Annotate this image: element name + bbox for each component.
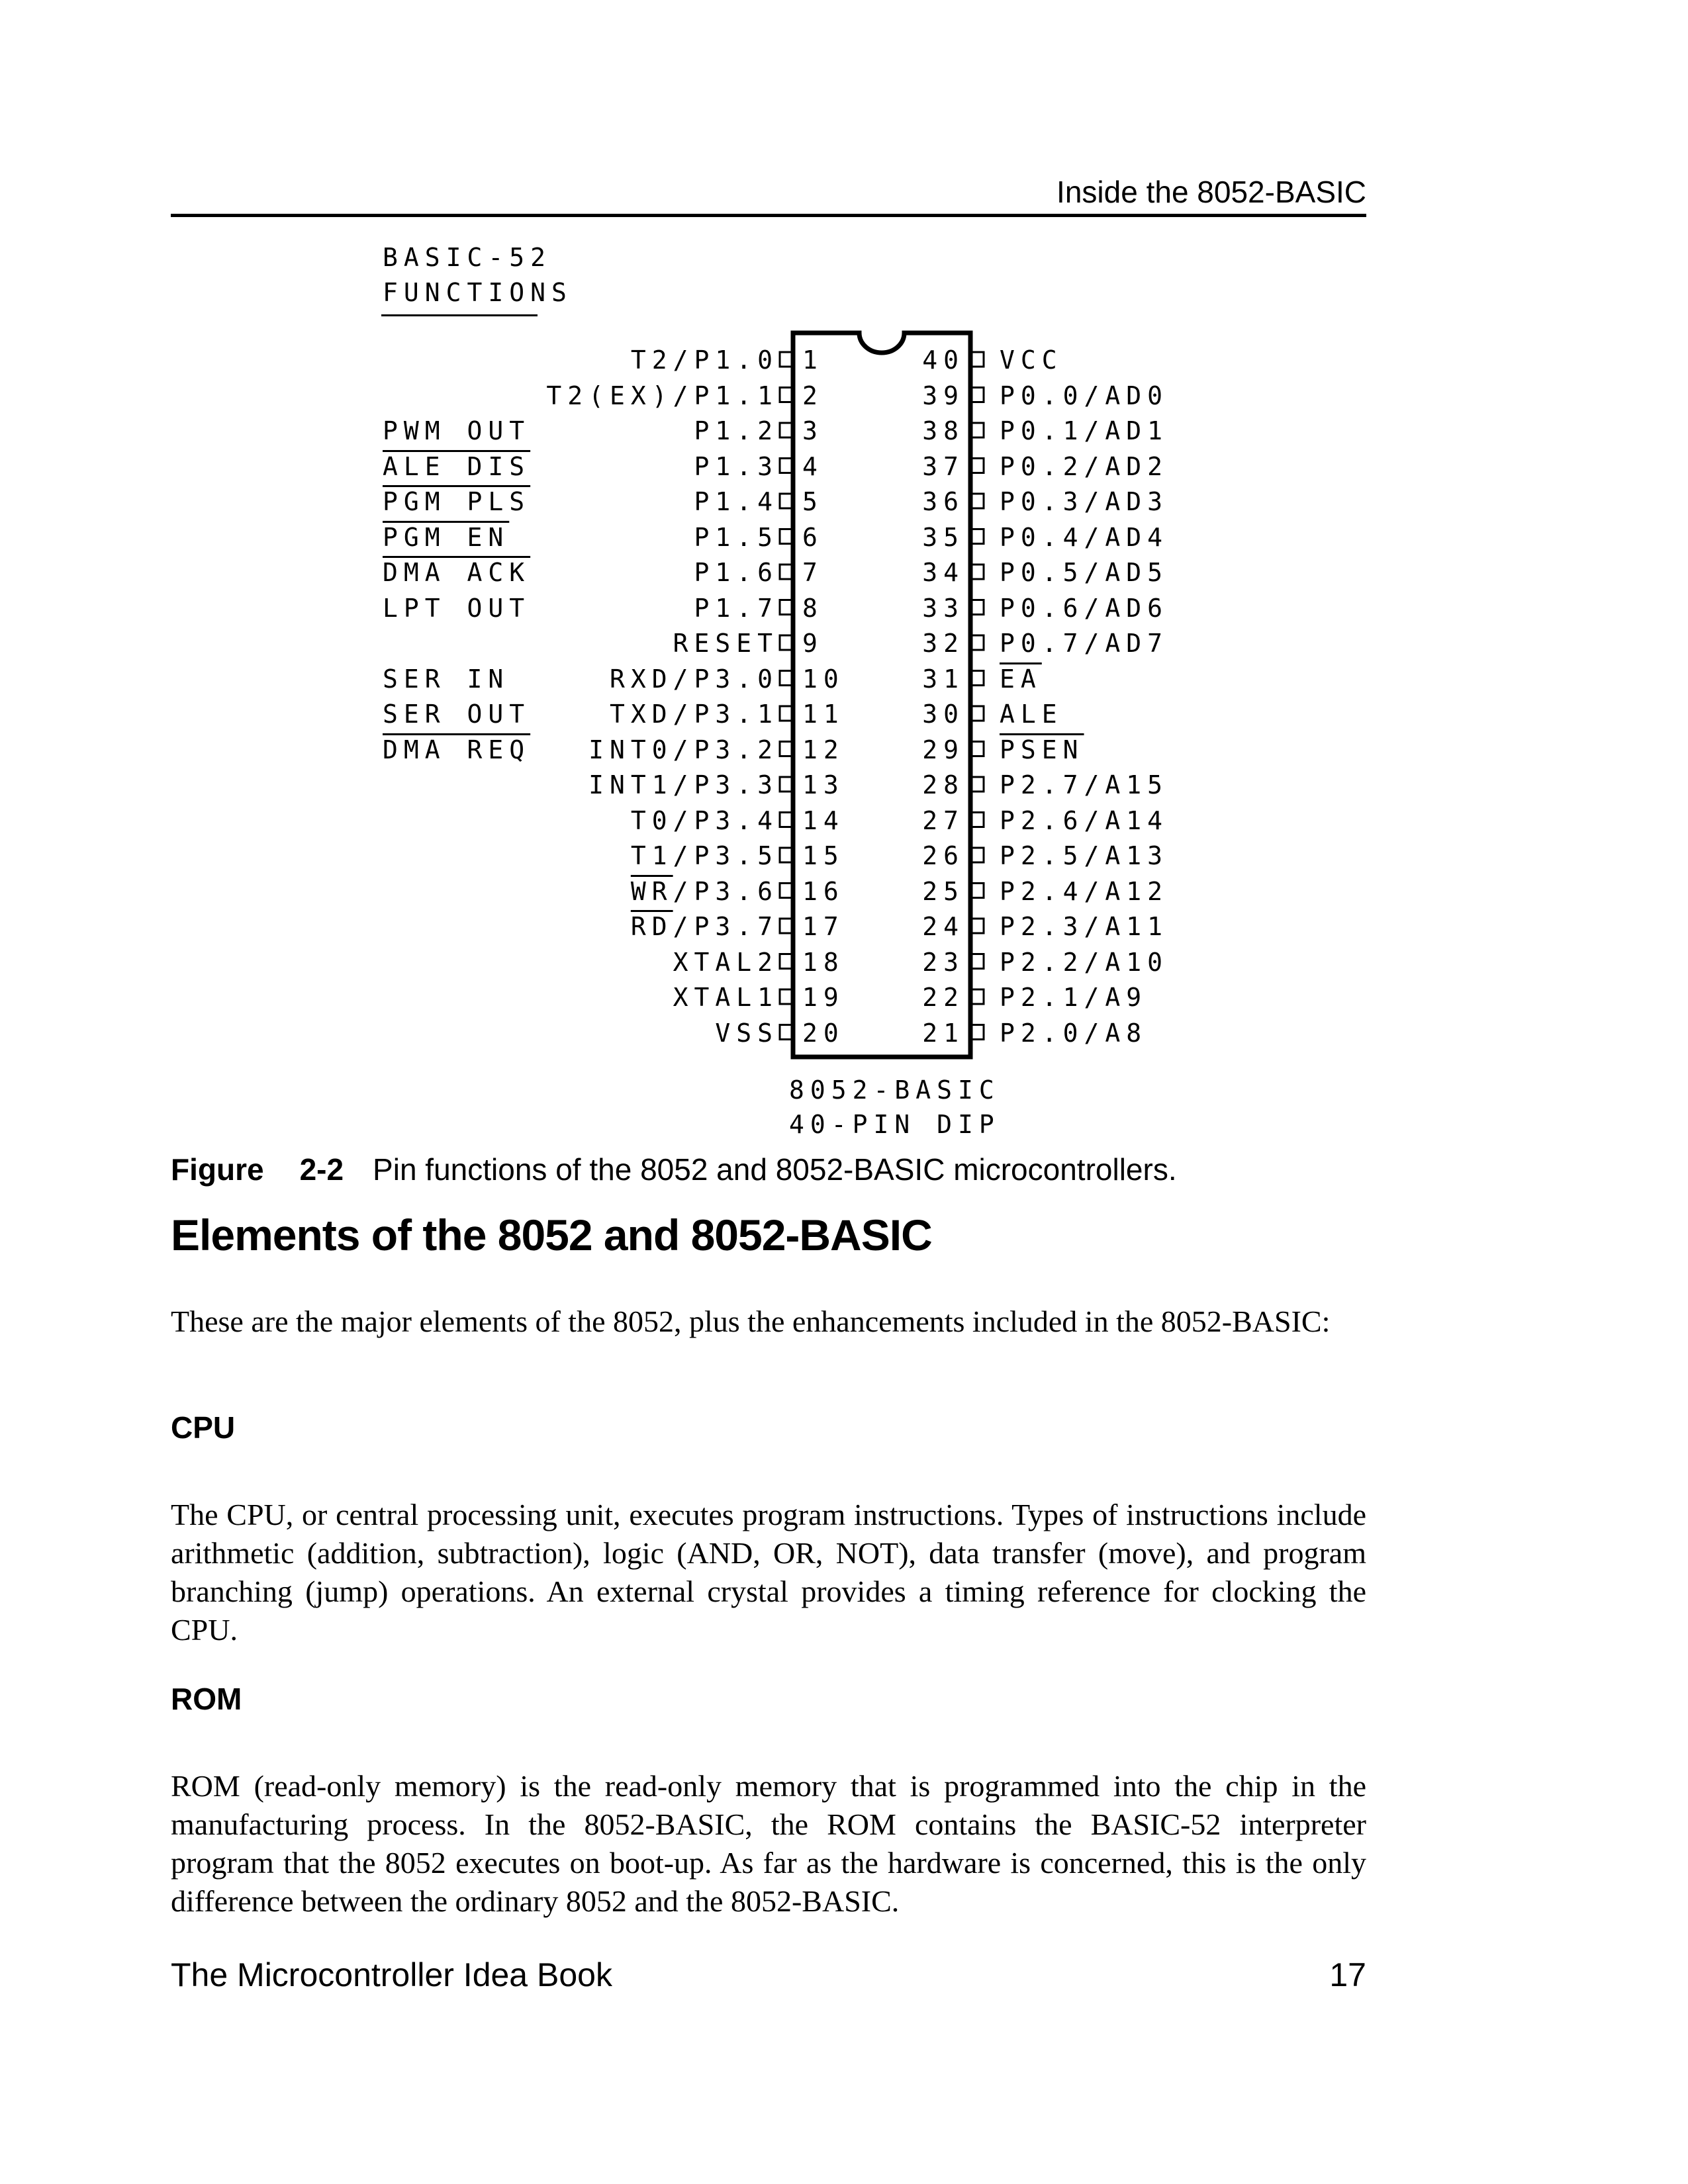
pin-name-11: TXD/P3.1: [609, 700, 778, 729]
function-label-pin-10: SER IN: [383, 664, 510, 694]
pin-number-39: 39: [922, 381, 964, 410]
pin-name-2: T2(EX)/P1.1: [546, 381, 778, 410]
pin-name-15: T1/P3.5: [630, 841, 778, 870]
pin-name-prefix: $\overline{RD}$: [630, 912, 673, 941]
footer-book-title: The Microcontroller Idea Book: [171, 1956, 612, 1993]
pin-name-34: P0.5/AD5: [1000, 558, 1169, 587]
functions-header-underline: [381, 314, 538, 316]
pin-name-13: INT1/P3.3: [588, 770, 778, 799]
function-label-pin-8: LPT OUT: [383, 593, 531, 623]
footer-page-number: 17: [1329, 1956, 1366, 1993]
pin-name-20: VSS: [715, 1018, 778, 1048]
pin-name-9: RESET: [673, 629, 778, 658]
pin-name-5: P1.4: [694, 487, 778, 516]
pin-number-24: 24: [922, 912, 964, 941]
pin-name-14: T0/P3.4: [630, 805, 778, 835]
rom-paragraph: ROM (read-only memory) is the read-only memory that is programmed into the chip in the manufacturing process. In the 8052-BASIC, the ROM contains the BASIC-52 interpreter program that the 8052 executes on boot-up. As far as the hardware is concerned, this is the only difference between the ordinary 8052 and the 8052-BASIC.: [171, 1769, 1366, 1918]
function-label-pin-5: PGM PLS: [383, 487, 531, 516]
pin-number-36: 36: [922, 487, 964, 516]
pin-name-10: RXD/P3.0: [609, 664, 778, 694]
pin-name-27: P2.6/A14: [1000, 805, 1169, 835]
intro-paragraph: These are the major elements of the 8052, plus the enhancements included in the 8052-BASIC:: [171, 1304, 1331, 1338]
pin-number-33: 33: [922, 593, 964, 623]
pin-name-17: [381, 914, 778, 939]
pin-number-7: 7: [802, 558, 823, 587]
pin-number-14: 14: [802, 805, 845, 835]
figure-caption: [171, 1152, 1177, 1187]
pin-name-35: P0.4/AD4: [1000, 522, 1169, 552]
pin-name-1: T2/P1.0: [630, 345, 778, 375]
pin-number-38: 38: [922, 416, 964, 445]
pin-name-18: XTAL2: [673, 947, 778, 977]
pin-number-9: 9: [802, 629, 823, 658]
pin-name-36: P0.3/AD3: [1000, 487, 1169, 516]
pin-number-1: 1: [802, 345, 823, 375]
pin-name-28: P2.7/A15: [1000, 770, 1169, 799]
pin-number-22: 22: [922, 983, 964, 1012]
pin-number-18: 18: [802, 947, 845, 977]
pin-name-21: P2.0/A8: [1000, 1018, 1148, 1048]
functions-header-line2: FUNCTIONS: [383, 278, 573, 307]
pin-number-12: 12: [802, 735, 845, 764]
figure-word: Figure: [171, 1152, 264, 1187]
function-label-pin-3: PWM OUT: [383, 416, 531, 445]
pin-name-8: P1.7: [694, 593, 778, 623]
pin-number-37: 37: [922, 451, 964, 481]
figure-number: 2-2: [299, 1152, 344, 1187]
pin-number-32: 32: [922, 629, 964, 658]
pin-name-31: $\overline{EA}$: [1000, 664, 1042, 694]
section-title: Elements of the 8052 and 8052-BASIC: [171, 1210, 932, 1259]
pin-name-29: PSEN: [1000, 735, 1084, 764]
pin-number-27: 27: [922, 805, 964, 835]
pin-number-26: 26: [922, 841, 964, 870]
cpu-paragraph: The CPU, or central processing unit, executes program instructions. Types of instructions include arithmetic (addition, subtraction), logic (AND, OR, NOT), data transfer (move), and program branching (jump) operations. An external crystal provides a timing reference for clocking the CPU.: [171, 1498, 1366, 1647]
pin-number-21: 21: [922, 1018, 964, 1048]
pin-name-4: P1.3: [694, 451, 778, 481]
pin-name-33: P0.6/AD6: [1000, 593, 1169, 623]
pin-number-29: 29: [922, 735, 964, 764]
pin-number-15: 15: [802, 841, 845, 870]
pin-name-19: XTAL1: [673, 983, 778, 1012]
pin-number-40: 40: [922, 345, 964, 375]
pin-name-prefix: $\overline{WR}$: [630, 876, 673, 906]
pin-name-7: P1.6: [694, 558, 778, 587]
pin-name-12: INT0/P3.2: [588, 735, 778, 764]
function-label-pin-7: DMA ACK: [383, 558, 531, 587]
pin-number-13: 13: [802, 770, 845, 799]
pin-number-19: 19: [802, 983, 845, 1012]
pin-number-2: 2: [802, 381, 823, 410]
caption-text: Pin functions of the 8052 and 8052-BASIC microcontrollers.: [373, 1152, 1177, 1187]
pin-name-rest: /P3.6: [673, 876, 778, 906]
header-title: Inside the 8052-BASIC: [1056, 175, 1366, 209]
pin-number-11: 11: [802, 700, 845, 729]
cpu-heading: CPU: [171, 1410, 236, 1445]
pin-name-39: P0.0/AD0: [1000, 381, 1169, 410]
pin-number-30: 30: [922, 700, 964, 729]
pin-name-rest: /P3.7: [673, 912, 778, 941]
pin-name-24: P2.3/A11: [1000, 912, 1169, 941]
pin-number-35: 35: [922, 522, 964, 552]
function-label-pin-11: SER OUT: [383, 700, 531, 729]
pin-number-20: 20: [802, 1018, 845, 1048]
pin-name-30: ALE: [1000, 700, 1063, 729]
pin-number-6: 6: [802, 522, 823, 552]
pin-name-16: [381, 876, 778, 906]
rom-heading: ROM: [171, 1682, 242, 1716]
pin-number-23: 23: [922, 947, 964, 977]
pin-number-10: 10: [802, 664, 845, 694]
pin-name-25: P2.4/A12: [1000, 876, 1169, 906]
pin-name-26: P2.5/A13: [1000, 841, 1169, 870]
pin-name-23: P2.2/A10: [1000, 947, 1169, 977]
pin-number-31: 31: [922, 664, 964, 694]
pin-name-40: VCC: [1000, 345, 1063, 375]
function-label-pin-12: DMA REQ: [383, 735, 531, 764]
pin-number-16: 16: [802, 876, 845, 906]
function-label-pin-4: ALE DIS: [383, 451, 531, 481]
pin-number-4: 4: [802, 451, 823, 481]
chip-label-line1: 8052-BASIC: [789, 1075, 1000, 1105]
functions-header-line1: BASIC-52: [383, 243, 552, 272]
pin-name-3: P1.2: [694, 416, 778, 445]
pin-number-8: 8: [802, 593, 823, 623]
pin-number-5: 5: [802, 487, 823, 516]
pin-number-17: 17: [802, 912, 845, 941]
function-label-pin-6: PGM EN: [383, 522, 510, 552]
pin-name-37: P0.2/AD2: [1000, 451, 1169, 481]
pin-name-22: P2.1/A9: [1000, 983, 1148, 1012]
pin-name-38: P0.1/AD1: [1000, 416, 1169, 445]
pin-number-3: 3: [802, 416, 823, 445]
pin-number-25: 25: [922, 876, 964, 906]
pin-name-6: P1.5: [694, 522, 778, 552]
pin-number-34: 34: [922, 558, 964, 587]
chip-label-line2: 40-PIN DIP: [789, 1110, 1000, 1139]
pin-number-28: 28: [922, 770, 964, 799]
pin-name-32: P0.7/AD7: [1000, 629, 1169, 658]
